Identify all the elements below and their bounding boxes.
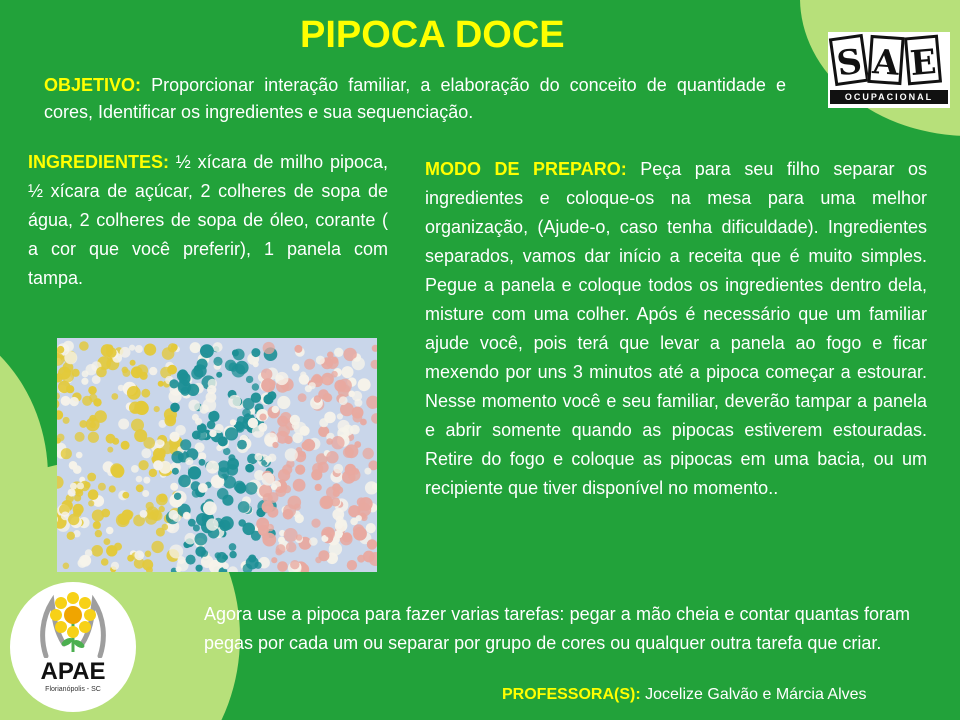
popcorn-kernel	[342, 366, 354, 378]
popcorn-kernel	[323, 393, 332, 402]
popcorn-kernel	[292, 422, 300, 430]
popcorn-kernel	[111, 464, 124, 477]
popcorn-kernel	[169, 379, 178, 388]
popcorn-kernel	[185, 533, 197, 545]
popcorn-kernel	[304, 359, 315, 370]
popcorn-kernel	[122, 367, 129, 374]
popcorn-kernel	[109, 485, 116, 492]
popcorn-kernel	[340, 520, 346, 526]
popcorn-kernel	[278, 425, 290, 437]
popcorn-kernel	[131, 419, 144, 432]
popcorn-kernel	[101, 558, 109, 566]
popcorn-kernel	[122, 492, 129, 499]
popcorn-kernel	[79, 341, 89, 351]
popcorn-kernel	[252, 383, 259, 390]
popcorn-kernel	[285, 448, 298, 461]
popcorn-kernel	[356, 515, 362, 521]
popcorn-kernel	[67, 532, 75, 540]
popcorn-kernel	[76, 489, 84, 497]
popcorn-kernel	[213, 357, 222, 366]
popcorn-kernel	[206, 461, 219, 474]
modo-de-preparo-paragraph	[425, 155, 927, 503]
popcorn-kernel	[321, 496, 333, 508]
popcorn-kernel	[363, 551, 375, 563]
popcorn-kernel	[271, 484, 277, 490]
popcorn-kernel	[106, 527, 114, 535]
popcorn-kernel	[158, 381, 164, 387]
sae-logo	[828, 32, 950, 108]
popcorn-kernel	[61, 448, 72, 459]
popcorn-kernel	[69, 461, 78, 470]
popcorn-kernel	[295, 465, 305, 475]
popcorn-kernel	[358, 378, 371, 391]
popcorn-kernel	[95, 530, 102, 537]
popcorn-kernel	[206, 518, 218, 530]
popcorn-kernel	[188, 400, 200, 412]
popcorn-kernel	[237, 416, 246, 425]
popcorn-kernel	[345, 464, 357, 476]
popcorn-kernel	[143, 477, 150, 484]
popcorn-kernel	[206, 392, 217, 403]
popcorn-kernel	[76, 452, 83, 459]
popcorn-kernel	[140, 510, 148, 518]
popcorn-kernel	[286, 542, 297, 553]
popcorn-kernel	[251, 348, 260, 357]
popcorn-kernel	[292, 364, 300, 372]
popcorn-kernel	[130, 360, 136, 366]
popcorn-kernel	[75, 432, 85, 442]
popcorn-kernel	[339, 396, 348, 405]
popcorn-kernel	[78, 558, 88, 568]
popcorn-kernel	[136, 484, 144, 492]
popcorn-kernel	[208, 411, 219, 422]
popcorn-kernel	[255, 562, 262, 569]
page-title: PIPOCA DOCE	[300, 14, 565, 56]
popcorn-kernel	[268, 454, 276, 462]
popcorn-kernel	[294, 345, 302, 353]
popcorn-kernel	[70, 397, 79, 406]
popcorn-kernel	[345, 444, 359, 458]
popcorn-kernel	[186, 555, 196, 565]
popcorn-kernel	[85, 549, 93, 557]
popcorn-kernel	[228, 395, 241, 408]
popcorn-kernel	[232, 350, 239, 357]
apae-logo	[10, 582, 136, 712]
popcorn-kernel	[106, 344, 113, 351]
popcorn-kernel	[195, 418, 202, 425]
popcorn-kernel	[73, 504, 84, 515]
popcorn-kernel	[331, 436, 344, 449]
popcorn-kernel	[363, 448, 374, 459]
popcorn-kernel	[118, 385, 124, 391]
popcorn-kernel	[149, 367, 157, 375]
popcorn-kernel	[178, 475, 191, 488]
popcorn-kernel	[171, 451, 183, 463]
popcorn-kernel	[213, 342, 223, 352]
ingredientes-label: INGREDIENTES:	[28, 152, 170, 172]
popcorn-kernel	[154, 406, 160, 412]
popcorn-kernel	[66, 385, 74, 393]
popcorn-kernel	[175, 425, 186, 436]
sae-logo-subtitle: OCUPACIONAL	[830, 90, 948, 104]
popcorn-kernel	[353, 527, 367, 541]
popcorn-kernel	[309, 537, 318, 546]
popcorn-kernel	[284, 528, 298, 542]
popcorn-kernel	[106, 434, 116, 444]
popcorn-kernel	[104, 538, 111, 545]
popcorn-kernel	[111, 562, 119, 570]
popcorn-kernel	[282, 464, 292, 474]
modo-de-preparo-label: MODO DE PREPARO:	[425, 159, 627, 179]
apae-flower-hands-icon	[38, 588, 108, 658]
popcorn-photo-drawing	[57, 338, 377, 572]
popcorn-kernel	[93, 521, 101, 529]
popcorn-kernel	[142, 559, 153, 570]
popcorn-kernel	[122, 510, 133, 521]
popcorn-kernel	[326, 438, 333, 445]
objetivo-paragraph	[44, 72, 786, 126]
popcorn-kernel	[199, 404, 208, 413]
popcorn-kernel	[170, 483, 178, 491]
popcorn-kernel	[98, 483, 106, 491]
popcorn-kernel	[256, 518, 269, 531]
popcorn-kernel	[170, 403, 180, 413]
popcorn-kernel	[246, 376, 253, 383]
popcorn-kernel	[131, 465, 139, 473]
popcorn-kernel	[145, 551, 152, 558]
popcorn-kernel	[136, 476, 143, 483]
popcorn-kernel	[153, 460, 163, 470]
popcorn-kernel	[169, 510, 179, 520]
popcorn-kernel	[248, 418, 258, 428]
popcorn-kernel	[195, 546, 206, 557]
popcorn-kernel	[230, 419, 236, 425]
popcorn-kernel	[259, 414, 266, 421]
popcorn-kernel	[331, 371, 338, 378]
popcorn-kernel	[142, 490, 149, 497]
popcorn-kernel	[324, 527, 334, 537]
popcorn-kernel	[92, 510, 104, 522]
popcorn-kernel	[262, 533, 269, 540]
popcorn-kernel	[107, 447, 113, 453]
popcorn-kernel	[222, 563, 229, 570]
popcorn-kernel	[72, 369, 80, 377]
popcorn-kernel	[172, 468, 179, 475]
popcorn-kernel	[134, 550, 144, 560]
popcorn-kernel	[271, 557, 277, 563]
popcorn-kernel	[197, 359, 208, 370]
popcorn-kernel	[314, 395, 321, 402]
popcorn-kernel	[162, 524, 169, 531]
popcorn-kernel	[296, 534, 302, 540]
popcorn-kernel	[178, 380, 192, 394]
popcorn-kernel	[237, 440, 247, 450]
ingredientes-text: ½ xícara de milho pipoca, ½ xícara de açúcar, 2 colheres de sopa de água, 2 colheres de sopa de óleo, corante ( a cor que você preferir), 1 panela com tampa.	[28, 152, 388, 288]
popcorn-kernel	[218, 467, 229, 478]
popcorn-kernel	[277, 561, 288, 572]
popcorn-kernel	[63, 563, 70, 570]
popcorn-kernel	[313, 374, 322, 383]
popcorn-kernel	[199, 459, 206, 466]
popcorn-kernel	[203, 501, 217, 515]
popcorn-kernel	[262, 473, 275, 486]
popcorn-kernel	[367, 539, 377, 549]
popcorn-kernel	[61, 396, 71, 406]
popcorn-kernel	[156, 494, 168, 506]
popcorn-kernel	[151, 541, 163, 553]
popcorn-kernel	[127, 555, 134, 562]
popcorn-kernel	[334, 464, 344, 474]
popcorn-kernel	[253, 361, 259, 367]
popcorn-kernel	[196, 565, 203, 572]
popcorn-kernel	[359, 497, 373, 511]
popcorn-kernel	[141, 448, 151, 458]
popcorn-kernel	[216, 552, 227, 563]
popcorn-kernel	[201, 555, 214, 568]
professora-label: PROFESSORA(S):	[502, 686, 641, 703]
popcorn-kernel	[334, 530, 343, 539]
popcorn-kernel	[342, 532, 352, 542]
popcorn-kernel	[165, 415, 177, 427]
popcorn-kernel	[195, 533, 208, 546]
popcorn-kernel	[129, 345, 135, 351]
popcorn-kernel	[316, 356, 325, 365]
popcorn-kernel	[68, 514, 79, 525]
popcorn-kernel	[263, 394, 273, 404]
popcorn-kernel	[96, 367, 107, 378]
popcorn-kernel	[333, 490, 340, 497]
popcorn-kernel	[188, 519, 196, 527]
sae-logo-letters	[832, 36, 940, 84]
popcorn-kernel	[87, 473, 96, 482]
popcorn-kernel	[190, 342, 201, 353]
popcorn-kernel	[327, 352, 334, 359]
popcorn-kernel	[326, 451, 338, 463]
popcorn-kernel	[225, 360, 236, 371]
popcorn-kernel	[238, 501, 250, 513]
popcorn-kernel	[63, 417, 70, 424]
popcorn-kernel	[111, 393, 118, 400]
popcorn-kernel	[299, 374, 310, 385]
popcorn-kernel	[300, 451, 306, 457]
popcorn-kernel	[198, 483, 208, 493]
popcorn-kernel	[82, 396, 92, 406]
popcorn-kernel	[272, 442, 278, 448]
popcorn-kernel	[136, 364, 148, 376]
popcorn-kernel	[88, 432, 99, 443]
popcorn-kernel	[120, 347, 131, 358]
popcorn-kernel	[200, 344, 214, 358]
popcorn-kernel	[209, 430, 216, 437]
popcorn-kernel	[276, 544, 286, 554]
popcorn-kernel	[277, 396, 290, 409]
popcorn-kernel	[216, 372, 222, 378]
popcorn-kernel	[127, 386, 141, 400]
popcorn-kernel	[245, 482, 258, 495]
popcorn-kernel	[364, 468, 371, 475]
popcorn-kernel	[245, 464, 254, 473]
popcorn-kernel	[168, 343, 177, 352]
popcorn-kernel	[149, 469, 157, 477]
popcorn-kernel	[275, 372, 288, 385]
popcorn-kernel	[114, 543, 122, 551]
popcorn-kernel	[141, 389, 150, 398]
popcorn-kernel	[185, 457, 193, 465]
popcorn-kernel	[261, 369, 272, 380]
popcorn-kernel	[318, 462, 329, 473]
popcorn-kernel	[347, 560, 357, 570]
popcorn-kernel	[68, 489, 76, 497]
popcorn-kernel	[278, 537, 285, 544]
popcorn-kernel	[218, 436, 228, 446]
popcorn-kernel	[81, 378, 88, 385]
popcorn-kernel	[183, 512, 191, 520]
popcorn-kernel	[167, 365, 177, 375]
popcorn-kernel	[229, 543, 237, 551]
popcorn-kernel	[337, 413, 343, 419]
apae-logo-name: APAE	[40, 658, 106, 685]
popcorn-kernel	[283, 504, 296, 517]
popcorn-kernel	[188, 466, 201, 479]
popcorn-kernel	[277, 416, 288, 427]
popcorn-kernel	[177, 556, 185, 564]
popcorn-kernel	[64, 351, 77, 364]
popcorn-kernel	[91, 545, 103, 557]
popcorn-kernel	[290, 560, 299, 569]
popcorn-kernel	[315, 557, 322, 564]
popcorn-kernel	[227, 458, 239, 470]
popcorn-kernel	[366, 523, 376, 533]
popcorn-kernel	[94, 410, 107, 423]
popcorn-kernel	[352, 391, 362, 401]
popcorn-kernel	[243, 398, 255, 410]
popcorn-kernel	[77, 482, 84, 489]
objetivo-label: OBJETIVO:	[44, 75, 142, 95]
popcorn-kernel	[263, 342, 275, 354]
popcorn-kernel	[82, 370, 89, 377]
modo-de-preparo-text: Peça para seu filho separar os ingredientes e coloque-os na mesa para uma melhor organização, (Ajude-o, caso tenha dificuldade). Ingredientes separados, vamos dar início a receita que é muito simples. Pegue a panela e coloque todos os ingredientes dentro dela, misture com uma colher. Após é necessário que um familiar ajude você, pois terá que levar a panela ao fogo e ficar mexendo por uns 3 minutos até a pipoca começar a estourar. Nesse momento você e seu familiar, deverão tampar a panela e abrir somente quando as pipocas estiverem estouradas. Retire do fogo e coloque as pipocas em uma bacia, ou um recipiente que tiver disponível no momento..	[425, 159, 927, 498]
popcorn-kernel	[208, 379, 217, 388]
popcorn-kernel	[360, 419, 367, 426]
popcorn-kernel	[295, 514, 304, 523]
popcorn-kernel	[174, 493, 181, 500]
popcorn-kernel	[118, 419, 129, 430]
popcorn-kernel	[229, 551, 236, 558]
popcorn-kernel	[129, 402, 141, 414]
popcorn-kernel	[217, 488, 229, 500]
sae-logo-letter-e: E	[904, 35, 942, 86]
apae-logo-city: Florianópolis - SC	[45, 686, 101, 693]
popcorn-kernel	[93, 398, 101, 406]
popcorn-photo	[57, 338, 377, 572]
professora-names: Jocelize Galvão e Márcia Alves	[640, 686, 867, 703]
popcorn-kernel	[135, 345, 143, 353]
popcorn-kernel	[155, 439, 164, 448]
popcorn-kernel	[334, 348, 343, 357]
popcorn-kernel	[139, 460, 149, 470]
popcorn-kernel	[88, 489, 99, 500]
popcorn-kernel	[88, 386, 97, 395]
agora-paragraph: Agora use a pipoca para fazer varias tarefas: pegar a mão cheia e contar quantas foram pegas por cada um ou separar por grupo de cores ou qualquer outra tarefa que criar.	[204, 604, 910, 653]
popcorn-kernel	[311, 519, 320, 528]
popcorn-kernel	[147, 509, 153, 515]
popcorn-kernel	[207, 421, 216, 430]
popcorn-kernel	[338, 379, 352, 393]
popcorn-kernel	[293, 479, 306, 492]
objetivo-text: Proporcionar interação familiar, a elaboração do conceito de quantidade e cores, Identificar os ingredientes e sua sequenciação.	[44, 75, 786, 122]
popcorn-kernel	[268, 492, 279, 503]
popcorn-kernel	[88, 500, 94, 506]
popcorn-kernel	[180, 439, 191, 450]
sae-logo-letter-s: S	[829, 34, 869, 86]
popcorn-kernel	[242, 409, 251, 418]
popcorn-kernel	[234, 481, 246, 493]
sae-logo-letter-a: A	[867, 35, 904, 85]
popcorn-kernel	[144, 344, 156, 356]
popcorn-kernel	[315, 484, 322, 491]
popcorn-kernel	[319, 418, 328, 427]
popcorn-kernel	[352, 357, 365, 370]
professora-line	[502, 684, 922, 706]
ingredientes-paragraph	[28, 148, 388, 293]
popcorn-kernel	[121, 441, 130, 450]
popcorn-kernel	[272, 406, 279, 413]
popcorn-kernel	[255, 453, 263, 461]
popcorn-kernel	[303, 439, 315, 451]
popcorn-kernel	[261, 378, 275, 392]
popcorn-kernel	[309, 382, 316, 389]
popcorn-kernel	[298, 393, 307, 402]
